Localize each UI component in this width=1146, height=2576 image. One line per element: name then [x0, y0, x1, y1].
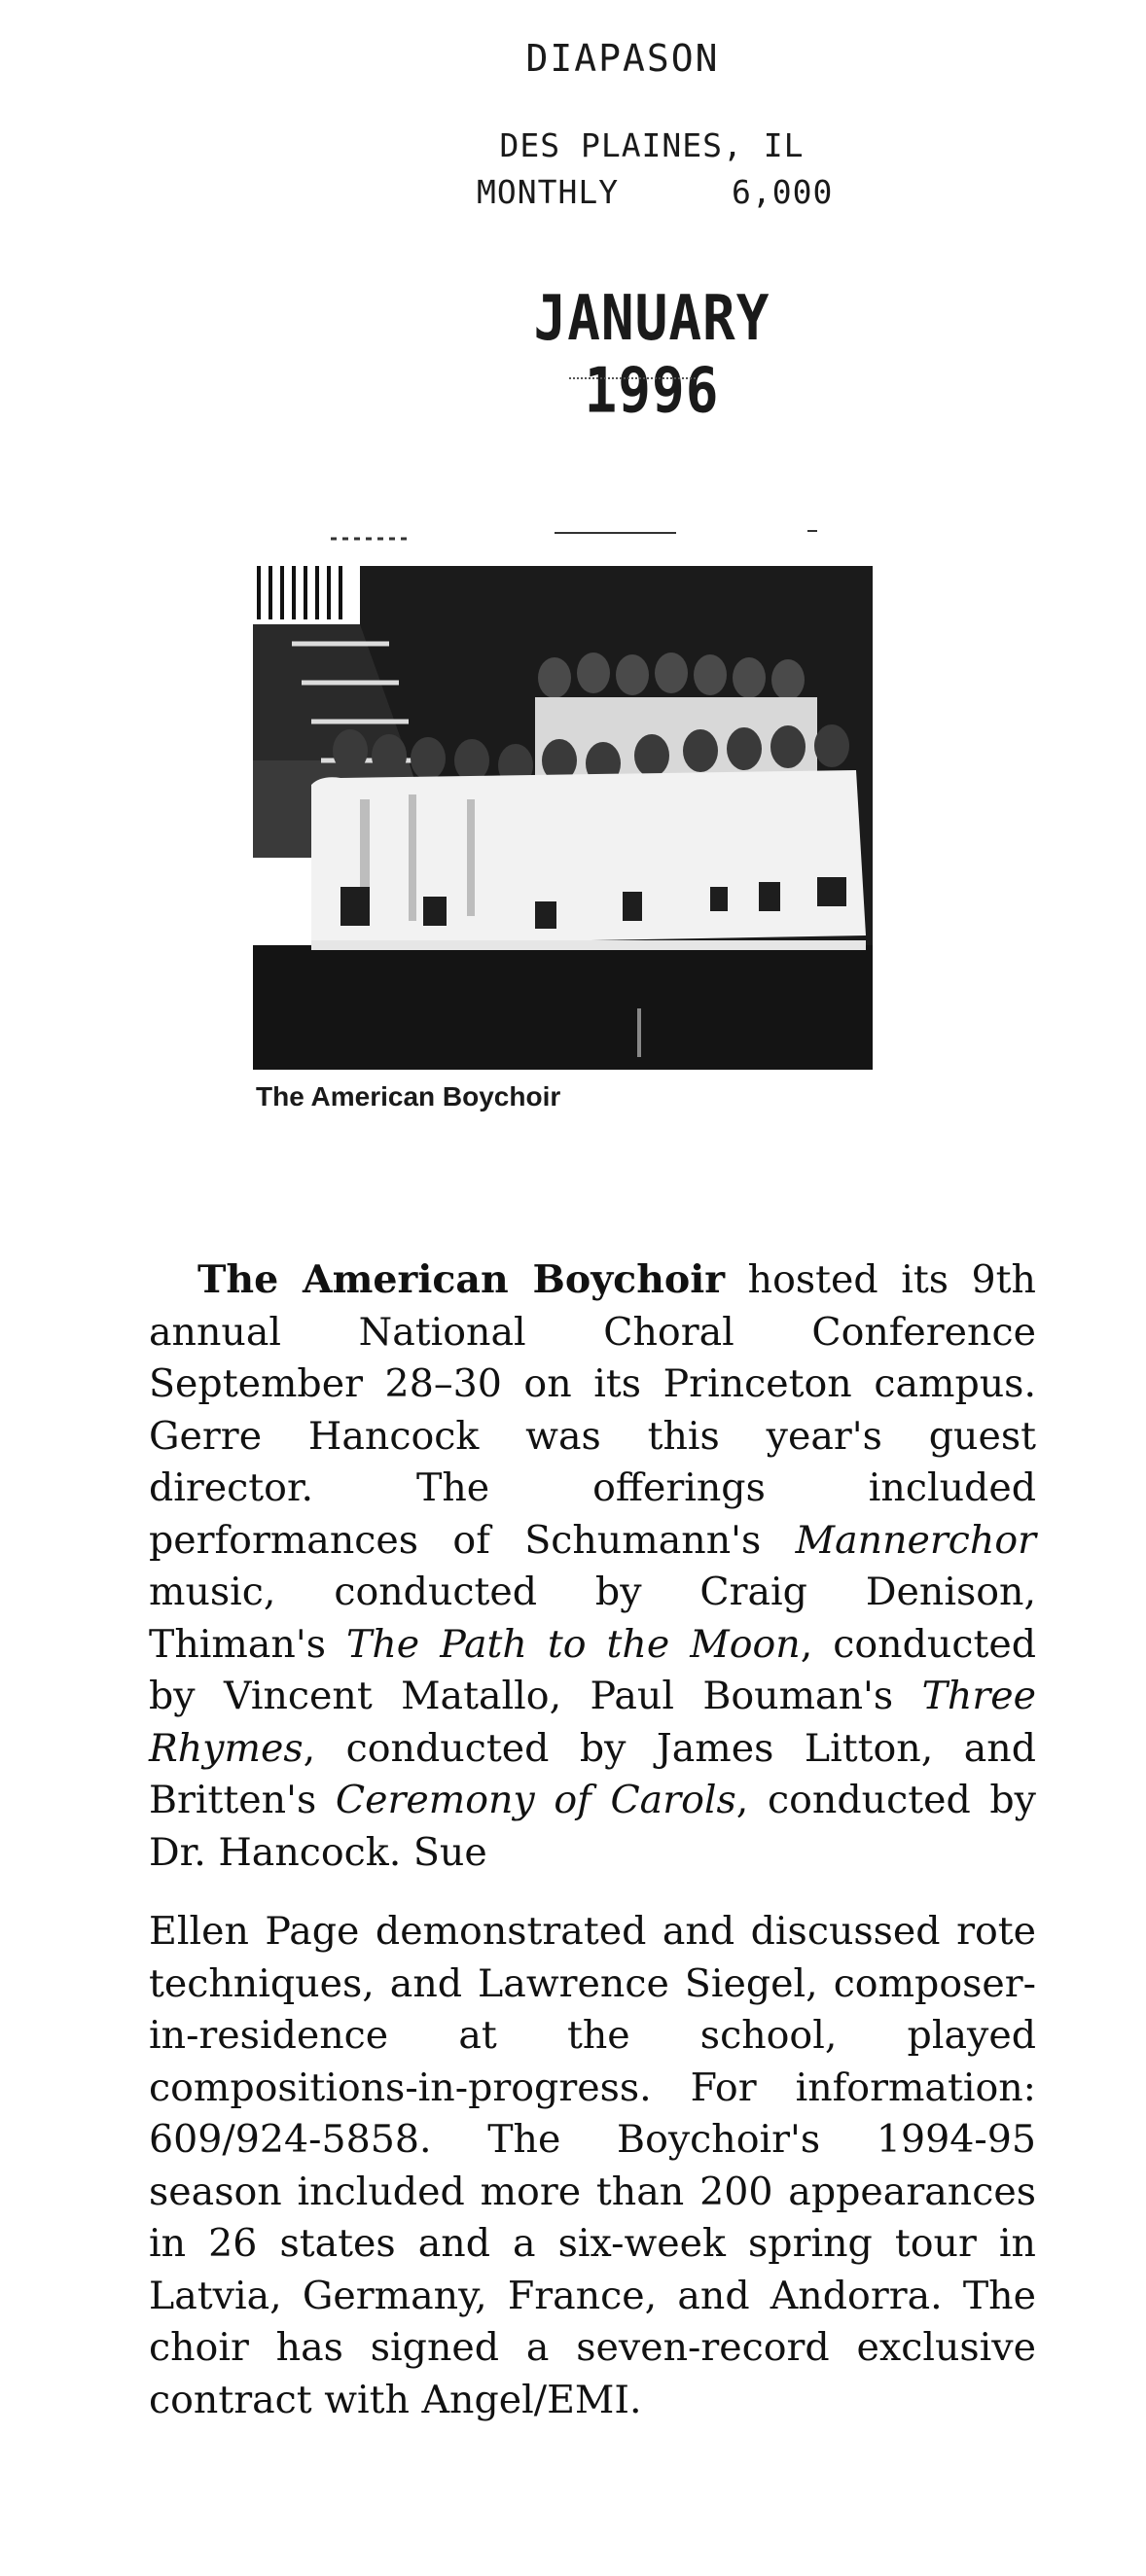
- work-title-mannerchor: Mannerchor: [795, 1517, 1036, 1563]
- article-text-1: hosted its 9th annual National Choral Conference September 28–30 on its Princeton campus. Gerre Hancock was this year's guest director. The offerings included performances of Schumann's: [149, 1257, 1036, 1563]
- choir-photo-image: [253, 566, 873, 1070]
- article-text-2: music, conducted by Craig Denison, Thiman's: [149, 1570, 1036, 1667]
- work-title-three-rhymes: Three Rhymes: [149, 1674, 1036, 1771]
- column-break: [149, 1879, 1036, 1906]
- article-text-3: , conducted by Vincent Matallo, Paul Bouman's: [149, 1621, 1036, 1718]
- choir-photo: [253, 566, 873, 1070]
- scan-marks: [331, 525, 876, 545]
- photo-caption: The American Boychoir: [256, 1081, 561, 1112]
- article-text-4: , conducted by James Litton, and Britten's: [149, 1725, 1036, 1822]
- article-body: [149, 1254, 1036, 2426]
- article-lead: The American Boychoir: [197, 1257, 726, 1302]
- publication-city: DES PLAINES, IL: [499, 126, 805, 164]
- work-title-path-to-moon: The Path to the Moon: [346, 1621, 801, 1667]
- article-paragraph: [149, 1254, 1036, 2426]
- article-text-5: , conducted by Dr. Hancock. Sue: [149, 1778, 1036, 1875]
- publication-date: JANUARY 1996: [533, 282, 770, 428]
- publication-circulation: 6,000: [732, 173, 834, 211]
- publication-name: DIAPASON: [525, 37, 720, 80]
- publication-frequency: MONTHLY: [477, 173, 620, 211]
- article-text-6: Ellen Page demonstrated and discussed rote techniques, and Lawrence Siegel, composer-in-residence at the school, played compositions-in-progress. For information: 609/924-5858. The Boychoir's 1994-95 season included more than 200 appearances in 26 states and a six-week spring tour in Latvia, Germany, France, and Andorra. The choir has signed a seven-record exclusive contract with Angel/EMI.: [149, 1909, 1036, 2422]
- work-title-ceremony-of-carols: Ceremony of Carols: [335, 1778, 736, 1822]
- date-underline: [569, 377, 696, 379]
